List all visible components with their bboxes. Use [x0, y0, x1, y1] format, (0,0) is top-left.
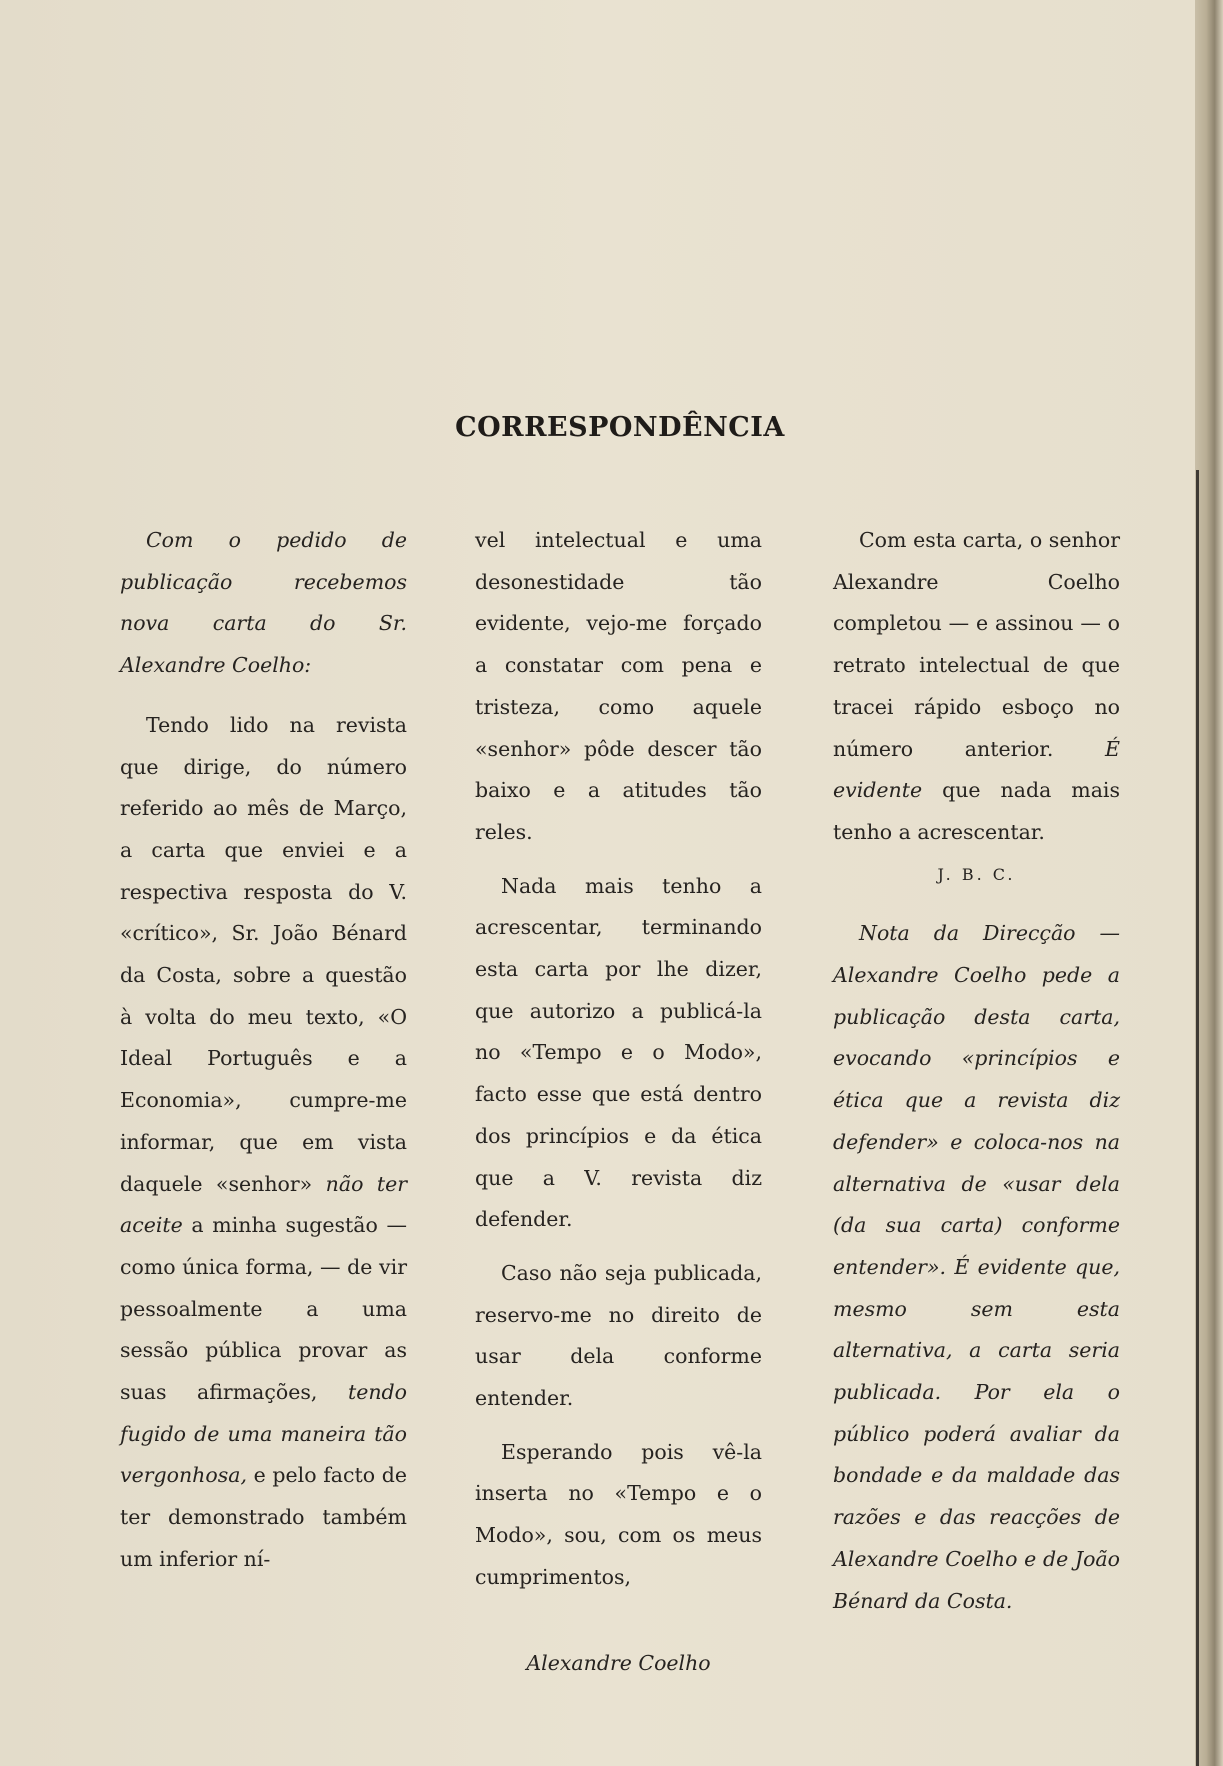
reply-text: Com esta carta, o senhor Alexandre Coelho completou — e assinou — o retrato intelectual de que tracei rápido esboço no número anterior.: [833, 528, 1120, 761]
letter-paragraph-4: Esperando pois vê-la inserta no «Tempo e o Modo», sou, com os meus cumprimentos,: [475, 1439, 762, 1589]
letter-paragraph-1: [120, 705, 407, 1581]
column-3: [833, 520, 1120, 1622]
letter-text: e pelo facto de ter demonstrado também um inferior ní-: [120, 1463, 407, 1571]
editorial-note: Nota da Direcção — Alexandre Coelho pede a publicação desta carta, evocando «princípios e ética que a revista diz defender» e coloca-nos na alternativa de «usar dela (da sua carta) conforme entender». É evidente que, mesmo sem esta alternativa, a carta seria publicada. Por ela o público poderá avaliar da bondade e da maldade das razões e das reacções de Alexandre Coelho e de João Bénard da Costa.: [833, 921, 1120, 1613]
letter-text: Tendo lido na revista que dirige, do número referido ao mês de Março, a carta que enviei e a respectiva resposta do V. «crítico», Sr. João Bénard da Costa, sobre a questão à volta do meu texto, «O Ideal Português e a Economia», cumpre-me informar, que em vista daquele «senhor»: [120, 712, 407, 1196]
letter-emphasis: não ter aceite: [120, 1171, 408, 1238]
reply-paragraph: [833, 520, 1120, 854]
letter-emphasis: tendo fugido de uma maneira tão vergonhosa,: [120, 1380, 407, 1488]
binding-shadow: [1196, 470, 1199, 1766]
reply-emphasis: É evidente: [833, 736, 1120, 803]
column-2: [475, 520, 762, 1684]
editor-intro: Com o pedido de publicação recebemos nova carta do Sr. Alexandre Coelho:: [120, 528, 407, 678]
reply-text: que nada mais tenho a acrescentar.: [833, 778, 1120, 844]
page-edge: [1195, 0, 1223, 1766]
reply-initials: J. B. C.: [937, 864, 1016, 884]
letter-paragraph-continued: vel intelectual e uma desonestidade tão evidente, vejo-me forçado a constatar com pena e tristeza, como aquele «senhor» pôde descer tão baixo e a atitudes tão reles.: [475, 528, 762, 844]
letter-signature: Alexandre Coelho: [526, 1650, 711, 1675]
letter-paragraph-3: Caso não seja publicada, reservo-me no direito de usar dela conforme entender.: [475, 1260, 762, 1411]
letter-text: a minha sugestão — como única forma, — de vir pessoalmente a uma sessão pública provar as suas afirmações,: [120, 1213, 407, 1405]
column-1: [120, 520, 407, 1581]
page-title: CORRESPONDÊNCIA: [455, 412, 785, 443]
letter-paragraph-2: Nada mais tenho a acrescentar, terminando esta carta por lhe dizer, que autorizo a publicá-la no «Tempo e o Modo», facto esse que está dentro dos princípios e da ética que a V. revista diz defender.: [475, 873, 762, 1232]
